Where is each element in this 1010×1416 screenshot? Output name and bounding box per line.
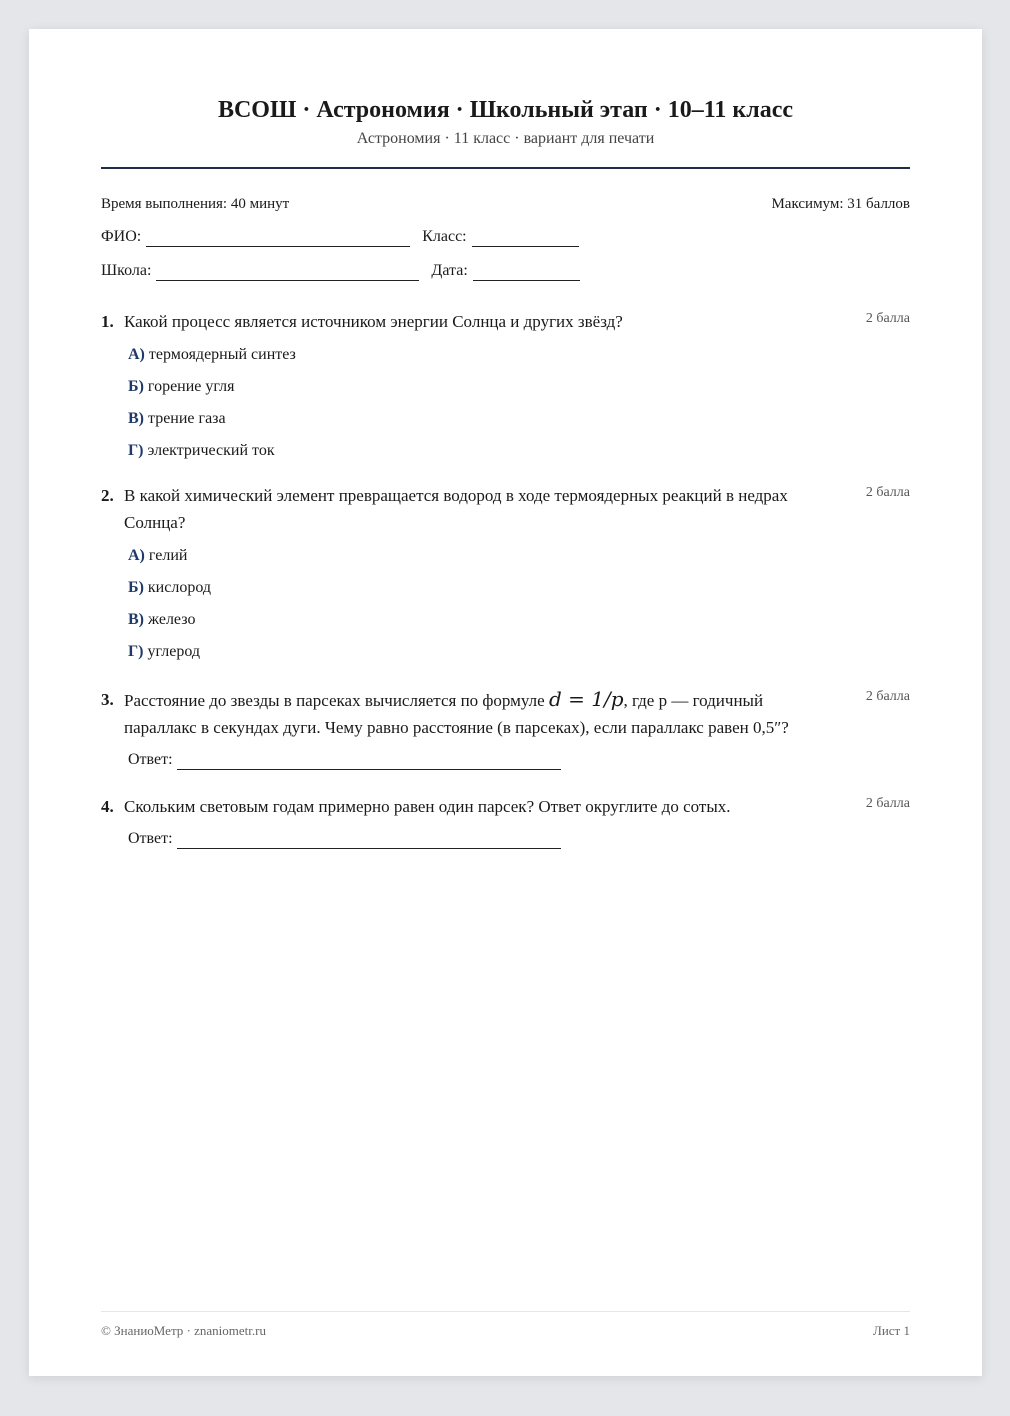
option-letter: В) (128, 410, 144, 427)
fio-field[interactable] (146, 230, 410, 247)
question-points: 2 балла (865, 796, 910, 811)
question-header (101, 308, 910, 335)
question-3 (101, 686, 910, 770)
question-text-before: Расстояние до звезды в парсеках вычисляется по формуле (124, 691, 549, 710)
option-letter: А) (128, 547, 145, 564)
options-list (128, 546, 910, 662)
option-g[interactable] (128, 642, 910, 662)
school-field[interactable] (156, 264, 419, 281)
answer-row (128, 829, 910, 849)
fio-label: ФИО: (101, 228, 142, 245)
answer-label: Ответ: (128, 830, 173, 847)
question-header (101, 793, 910, 820)
answer-row (128, 750, 910, 770)
answer-field[interactable] (177, 753, 561, 770)
header-divider (101, 167, 910, 169)
option-a[interactable] (128, 546, 910, 566)
footer-page-number: Лист 1 (873, 1323, 910, 1338)
answer-label: Ответ: (128, 751, 173, 768)
date-label: Дата: (431, 262, 468, 279)
option-g[interactable] (128, 441, 910, 461)
option-text: кислород (147, 579, 212, 596)
question-text (124, 686, 839, 741)
answer-field[interactable] (177, 832, 561, 849)
option-text: углерод (147, 643, 201, 660)
option-text: термоядерный синтез (148, 346, 296, 363)
question-points: 2 балла (865, 311, 910, 326)
option-b[interactable] (128, 578, 910, 598)
option-letter: Г) (128, 643, 144, 660)
question-text: Какой процесс является источником энергии Солнца и других звёзд? (124, 312, 623, 331)
question-number: 2. (101, 486, 114, 505)
class-field[interactable] (472, 230, 579, 247)
option-b[interactable] (128, 377, 910, 397)
question-text-after: , где p — годичный параллакс в секундах дуги. Чему равно расстояние (в парсеках), если параллакс равен 0,5″? (124, 691, 789, 737)
question-number: 1. (101, 312, 114, 331)
footer-copyright: © ЗнаниоМетр · znaniometr.ru (101, 1323, 266, 1338)
page-title: ВСОШ · Астрономия · Школьный этап · 10–11 класс (217, 97, 794, 123)
fio-class-row (101, 227, 910, 247)
question-header (101, 686, 910, 741)
options-list (128, 345, 910, 461)
question-number: 3. (101, 690, 114, 709)
question-2 (101, 482, 910, 662)
question-text: Скольким световым годам примерно равен один парсек? Ответ округлите до сотых. (124, 797, 731, 816)
question-points: 2 балла (865, 485, 910, 500)
option-text: трение газа (148, 410, 226, 427)
exam-sheet (29, 29, 982, 1376)
question-points: 2 балла (865, 689, 910, 704)
question-number: 4. (101, 797, 114, 816)
question-1 (101, 308, 910, 461)
page-footer (101, 1311, 910, 1339)
option-text: горение угля (147, 378, 235, 395)
page-subtitle: Астрономия · 11 класс · вариант для печати (356, 130, 655, 147)
date-field[interactable] (473, 264, 580, 281)
question-4 (101, 793, 910, 849)
option-a[interactable] (128, 345, 910, 365)
question-header (101, 482, 910, 536)
school-label: Школа: (101, 262, 152, 279)
option-text: гелий (148, 547, 188, 564)
option-text: железо (148, 611, 196, 628)
option-letter: Б) (128, 378, 144, 395)
school-date-row (101, 261, 910, 281)
time-limit: Время выполнения: 40 минут (101, 196, 290, 212)
option-v[interactable] (128, 409, 910, 429)
option-letter: А) (128, 346, 145, 363)
class-label: Класс: (422, 228, 467, 245)
max-score: Максимум: 31 баллов (771, 196, 910, 212)
question-text: В какой химический элемент превращается водород в ходе термоядерных реакций в недрах Солнца? (124, 486, 788, 532)
option-v[interactable] (128, 610, 910, 630)
option-letter: Г) (128, 442, 144, 459)
option-letter: Б) (128, 579, 144, 596)
sheet-content (101, 29, 910, 849)
meta-row (101, 194, 910, 214)
formula: d = 1/p (548, 687, 624, 711)
option-letter: В) (128, 611, 144, 628)
option-text: электрический ток (147, 442, 275, 459)
